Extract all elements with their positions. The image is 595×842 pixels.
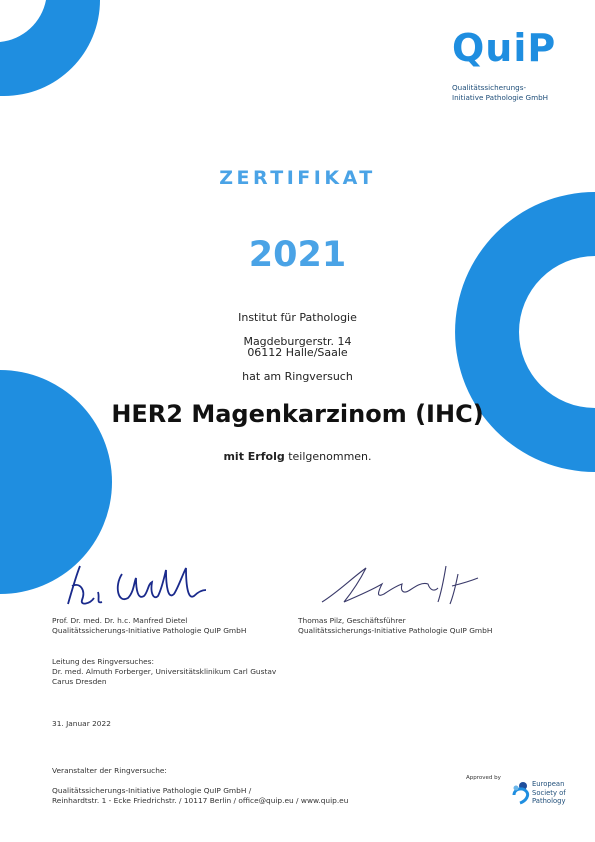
result-rest: teilgenommen. <box>284 450 372 463</box>
institute-street: Magdeburgerstr. 14 <box>243 335 352 348</box>
footer-heading: Veranstalter der Ringversuche: <box>52 766 167 775</box>
logo-subtitle-line1: Qualitätssicherungs- <box>452 83 527 92</box>
esp-line1: European <box>532 780 565 788</box>
top-left-arc <box>0 0 100 96</box>
footer-address <box>52 786 348 806</box>
esp-line2: Society of <box>532 788 566 797</box>
leitung-line1: Dr. med. Almuth Forberger, Universitätsklinikum Carl Gustav <box>52 667 277 676</box>
institute-name: Institut für Pathologie <box>238 311 357 324</box>
footer-line1: Qualitätssicherungs-Initiative Pathologie QuIP GmbH / <box>52 786 252 795</box>
quip-logo: QuiP <box>452 26 557 70</box>
issue-date: 31. Januar 2022 <box>52 719 111 728</box>
footer-line2: Reinhardtstr. 1 - Ecke Friedrichstr. / 10117 Berlin / office@quip.eu / www.quip.eu <box>52 796 349 805</box>
right-signatory-name: Thomas Pilz, Geschäftsführer <box>298 616 406 625</box>
leitung-heading: Leitung des Ringversuches: <box>52 657 155 666</box>
signature-left <box>62 560 212 614</box>
left-signatory <box>52 616 246 636</box>
esp-logo-icon <box>510 779 532 805</box>
result-bold: mit Erfolg <box>223 450 285 463</box>
leitung-block <box>52 657 276 687</box>
leitung-line2: Carus Dresden <box>52 677 107 686</box>
right-signatory-org: Qualitätssicherungs-Initiative Pathologie QuIP GmbH <box>298 626 493 635</box>
logo-subtitle-line2: Initiative Pathologie GmbH <box>452 93 549 102</box>
logo-subtitle <box>452 83 582 103</box>
esp-logo-text <box>532 780 566 806</box>
right-ring <box>455 192 595 472</box>
left-signatory-org: Qualitätssicherungs-Initiative Pathologie QuIP GmbH <box>52 626 247 635</box>
esp-line3: Pathology <box>532 797 566 806</box>
result-text <box>0 450 595 463</box>
left-signatory-name: Prof. Dr. med. Dr. h.c. Manfred Dietel <box>52 616 188 625</box>
signature-right <box>318 562 488 610</box>
right-signatory <box>298 616 492 636</box>
intro-text: hat am Ringversuch <box>242 370 353 383</box>
certificate-title: ZERTIFIKAT <box>219 167 376 189</box>
certificate-year: 2021 <box>248 235 347 275</box>
institute-city: 06112 Halle/Saale <box>247 346 348 359</box>
course-name: HER2 Magenkarzinom (IHC) <box>111 400 484 428</box>
approved-by: Approved by <box>466 775 501 781</box>
